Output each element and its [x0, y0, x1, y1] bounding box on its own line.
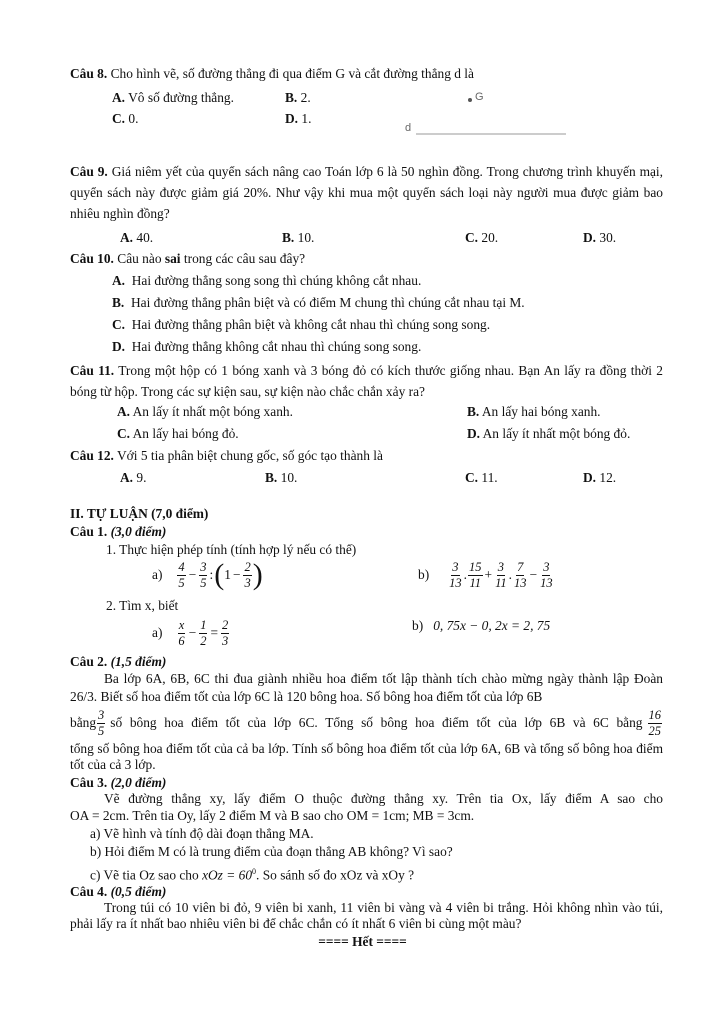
q12-option-d: D. 12.	[583, 470, 617, 485]
fraction-3-5: $\frac{3}{5}$	[98, 707, 105, 738]
end-marker: ==== Hết ====	[318, 934, 407, 949]
q8-option-d: D. 1.	[285, 111, 312, 126]
point-g-label: G	[475, 91, 484, 103]
part2-title: II. TỰ LUẬN (7,0 điểm)	[70, 506, 209, 521]
q10-option-b: B. Hai đường thẳng phân biệt và có điểm M chung thì chúng cắt nhau tại M.	[112, 295, 525, 310]
q11-text: Trong một hộp có 1 bóng xanh và 3 bóng đỏ có kích thước giống nhau. Bạn An lấy ra đồng thời 2 bóng từ hộp. Trong các sự kiện sau, sự kiện nào chắc chắn xảy ra?	[70, 363, 663, 399]
q9-stem	[70, 161, 663, 224]
q8-option-c: C. 0.	[112, 111, 139, 126]
c1-item2: 2. Tìm x, biết	[106, 598, 179, 613]
c2-paragraph-2: bằng $\frac{3}{5}$ số bông hoa điểm tốt của lớp 6C. Tổng số bông hoa điểm tốt của lớp 6B và 6C bằng $\frac{16}{25}$	[70, 707, 661, 738]
q10-stem: Câu 10. Câu nào sai trong các câu sau đây?	[70, 251, 306, 266]
q9-text: Giá niêm yết của quyển sách nâng cao Toán lớp 6 là 50 nghìn đồng. Trong chương trình khuyến mại, quyển sách này được giảm giá 20%. Như vậy khi mua một quyển sách loại này người mua được giảm bao nhiêu nghìn đồng?	[70, 164, 663, 221]
c4-paragraph: Trong túi có 10 viên bi đỏ, 9 viên bi xanh, 11 viên bi vàng và 4 viên bi trắng. Hỏi không nhìn vào túi, phải lấy ra ít nhất bao nhiêu viên bi để chắc chắn có ít nhất 6 viên bi cùng một màu?	[70, 900, 663, 931]
c4-heading: Câu 4. (0,5 điểm)	[70, 884, 167, 899]
q9-option-a: A. 40.	[120, 230, 154, 245]
c1-1b-expression: b) $\frac{3}{13}$ . $\frac{15}{11}$ + $\frac{3}{11}$ . $\frac{7}{13}$ − $\frac{3}{13}$	[418, 559, 553, 590]
q10-option-c: C. Hai đường thẳng phân biệt và không cắt nhau thì chúng song song.	[112, 317, 491, 332]
q8-text: Cho hình vẽ, số đường thẳng đi qua điểm G và cắt đường thẳng d là	[110, 66, 474, 81]
c1-heading: Câu 1. (3,0 điểm)	[70, 524, 167, 539]
q11-option-c: C. An lấy hai bóng đỏ.	[117, 426, 239, 441]
c2-paragraph-3: tổng số bông hoa điểm tốt của cả ba lớp. Tính số bông hoa điểm tốt của lớp 6A, 6B và tổng số bông hoa điểm tốt của cả 3 lớp.	[70, 741, 663, 772]
q9-option-b: B. 10.	[282, 230, 315, 245]
q9-option-d: D. 30.	[583, 230, 617, 245]
q10-label: Câu 10.	[70, 251, 114, 266]
q11-stem	[70, 360, 663, 402]
c3-heading: Câu 3. (2,0 điểm)	[70, 775, 167, 790]
fraction-16-25: $\frac{16}{25}$	[648, 707, 661, 738]
c2-paragraph-1: Ba lớp 6A, 6B, 6C thi đua giành nhiều hoa điểm tốt lập thành tích chào mừng ngày thành lập Đoàn 26/3. Biết số hoa điểm tốt của lớp 6C là 120 bông hoa. Số bông hoa điểm tốt của lớp 6B	[70, 671, 663, 704]
q10-option-a: A. Hai đường thẳng song song thì chúng không cắt nhau.	[112, 273, 422, 288]
q10-emphasis: sai	[164, 251, 181, 266]
c1-2a-equation: a) $\frac{x}{6}$ − $\frac{1}{2}$ = $\frac{2}{3}$	[152, 617, 229, 648]
q12-option-a: A. 9.	[120, 470, 147, 485]
c2-heading: Câu 2. (1,5 điểm)	[70, 654, 167, 669]
c1-2b-equation: b) 0, 75x − 0, 2x = 2, 75	[412, 618, 551, 633]
q12-text: Với 5 tia phân biệt chung gốc, số góc tạo thành là	[117, 448, 383, 463]
q11-option-a: A. An lấy ít nhất một bóng xanh.	[117, 404, 293, 419]
c3-item-b: b) Hỏi điểm M có là trung điểm của đoạn thẳng AB không? Vì sao?	[90, 844, 453, 859]
q8-option-b: B. 2.	[285, 90, 311, 105]
c3-paragraph-1: Vẽ đường thẳng xy, lấy điểm O thuộc đường thẳng xy. Trên tia Ox, lấy điểm A sao cho	[104, 791, 663, 806]
line-d-label: d	[405, 122, 412, 134]
c3-paragraph-2: OA = 2cm. Trên tia Oy, lấy 2 điểm M và B sao cho OM = 1cm; MB = 3cm.	[70, 808, 475, 823]
q8-option-a: A. Vô số đường thẳng.	[112, 90, 234, 105]
c3-item-a: a) Vẽ hình và tính độ dài đoạn thẳng MA.	[90, 826, 314, 841]
q8-figure	[400, 88, 575, 140]
q12-option-c: C. 11.	[465, 470, 498, 485]
point-g-dot	[468, 98, 472, 102]
q11-option-d: D. An lấy ít nhất một bóng đỏ.	[467, 426, 631, 441]
q12-option-b: B. 10.	[265, 470, 298, 485]
c3-item-c: c) Vẽ tia Oz sao cho xOz = $60^0$. So sánh số đo xOz và xOy ?	[90, 867, 415, 883]
q9-label: Câu 9.	[70, 164, 108, 179]
q8-stem	[70, 66, 474, 82]
c1-item1: 1. Thực hiện phép tính (tính hợp lý nếu có thể)	[106, 542, 357, 557]
q10-option-d: D. Hai đường thẳng không cắt nhau thì chúng song song.	[112, 339, 422, 354]
q8-label: Câu 8.	[70, 66, 108, 81]
q11-option-b: B. An lấy hai bóng xanh.	[467, 404, 601, 419]
c1-1a-expression: a) $\frac{4}{5}$ − $\frac{3}{5}$ : ( 1 − $\frac{2}{3}$ )	[152, 558, 263, 591]
q9-option-c: C. 20.	[465, 230, 499, 245]
q12-label: Câu 12.	[70, 448, 114, 463]
q12-stem	[70, 448, 383, 464]
q11-label: Câu 11.	[70, 363, 115, 378]
